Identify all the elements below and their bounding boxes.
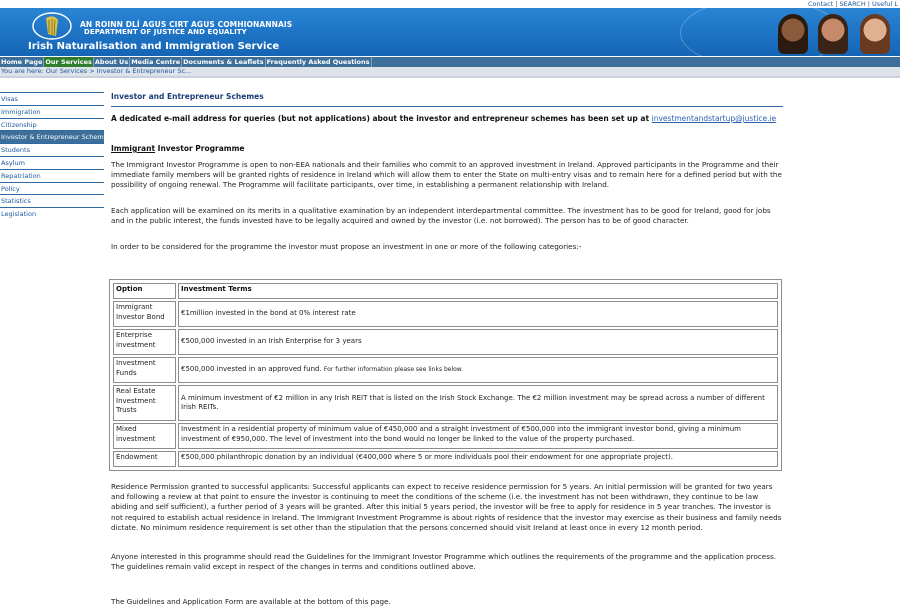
evaluation-paragraph: Each application will be examined on its merits in a qualitative examination by an independent interdepartmental committee. The investment has to be good for Ireland, good for jobs and in the public interest, the funds invested have to be legally acquired and owned by the investor (i.e. not borrowed). The person has to be of good character. [111, 206, 771, 225]
search-link[interactable]: SEARCH [839, 0, 866, 8]
terms-cell [178, 357, 778, 383]
service-title: Irish Naturalisation and Immigration Service [28, 41, 280, 52]
option-cell: Mixed investment [113, 423, 176, 449]
main-content [111, 92, 783, 252]
banner-photos [770, 8, 900, 56]
breadcrumb-path[interactable]: Our Services > Investor & Entrepreneur Sc... [45, 67, 192, 75]
table-row [113, 301, 778, 327]
breadcrumb-prefix: You are here: [1, 67, 44, 75]
table-row [113, 423, 778, 449]
person-photo-2 [818, 14, 848, 54]
option-cell: Immigrant Investor Bond [113, 301, 176, 327]
forms-paragraph: The Guidelines and Application Form are available at the bottom of this page. [111, 597, 391, 607]
sidebar-item-citizenship[interactable]: Citizenship [0, 118, 104, 131]
terms-cell: €500,000 philanthropic donation by an individual (€400,000 where 5 or more individuals pool their endowment for one appropriate project). [178, 451, 778, 467]
investment-table [109, 279, 782, 471]
nav-documents-leaflets[interactable]: Documents & Leaflets [183, 58, 264, 66]
sidebar-item-policy[interactable]: Policy [0, 182, 104, 195]
option-cell: Endowment [113, 451, 176, 467]
table-header-row [113, 283, 778, 299]
site-banner [0, 8, 900, 56]
nav-media-centre[interactable]: Media Centre [131, 58, 181, 66]
person-photo-3 [860, 14, 890, 54]
terms-cell [178, 385, 778, 421]
nav-about-us[interactable]: About Us [94, 58, 129, 66]
terms-cell [178, 301, 778, 327]
terms-cell [178, 329, 778, 355]
table-row [113, 385, 778, 421]
separator: | [867, 0, 870, 8]
lower-content [111, 482, 783, 608]
table-row [113, 451, 778, 467]
nav-home[interactable]: Home Page [1, 58, 43, 66]
guidelines-paragraph: Anyone interested in this programme should read the Guidelines for the Immigrant Investor Programme which outlines the requirements of the programme and the application process. The guidelines remain valid except in respect of the changes in terms and conditions outlined above. [111, 552, 776, 572]
terms-note: For further information please see links below. [323, 366, 464, 374]
table-row [113, 357, 778, 383]
divider [111, 106, 783, 107]
sidebar [0, 92, 112, 220]
department-name-english: DEPARTMENT OF JUSTICE AND EQUALITY [84, 28, 247, 36]
person-photo-1 [778, 14, 808, 54]
sidebar-item-students[interactable]: Students [0, 143, 104, 156]
sidebar-item-legislation[interactable]: Legislation [0, 207, 104, 220]
sidebar-item-asylum[interactable]: Asylum [0, 156, 104, 169]
notice-text: A dedicated e-mail address for queries (but not applications) about the investor and entrepreneur schemes has been set up at [111, 114, 652, 123]
option-cell: Enterprise investment [113, 329, 176, 355]
terms-text: €1million invested in the bond at 0% interest rate [181, 309, 356, 318]
useful-links-link[interactable]: Useful L [871, 0, 898, 8]
section-title-rest: Investor Programme [155, 144, 245, 153]
sidebar-item-statistics[interactable]: Statistics [0, 194, 104, 207]
column-header-option: Option [113, 283, 176, 299]
email-notice [111, 114, 783, 124]
terms-text: €500,000 invested in an approved fund. [181, 365, 322, 374]
section-title-underlined: Immigrant [111, 144, 156, 153]
terms-text: €500,000 invested in an Irish Enterprise for 3 years [181, 337, 362, 346]
residence-paragraph: Residence Permission granted to successful applicants: Successful applicants can expect to receive residence permission for 5 years. An initial permission will be granted for two years and following a review at that point to ensure the investor is continuing to meet the conditions of the scheme (i.e. the investment has not been withdrawn, they continue to be law abiding and self sufficient), a further period of 3 years will be granted. After this initial 5 years period, the investor will be free to apply for residence in 5 year tranches. The investor is not required to establish actual residence in Ireland. The Immigrant Investment Programme is about rights of residence that the investor may exercise as their business and family needs dictate. No minimum residence requirement is set other than the stipulation that the persons concerned should visit Ireland at least once in every 12 month period. [111, 482, 782, 532]
terms-text: A minimum investment of €2 million in any Irish REIT that is listed on the Irish Stock Exchange. The €2 million investment may be spread across a number of different Irish REITs. [181, 393, 765, 411]
table-row [113, 329, 778, 355]
column-header-terms: Investment Terms [178, 283, 778, 299]
divider [0, 76, 900, 78]
option-cell: Real Estate Investment Trusts [113, 385, 176, 421]
department-name-irish: AN ROINN DLÍ AGUS CIRT AGUS COMHIONANNAIS [80, 20, 293, 29]
terms-cell: Investment in a residential property of minimum value of €450,000 and a straight investment of €500,000 into the immigrant investor bond, giving a minimum investment of €950,000. The level of investment into the bond would no longer be linked to the value of the property purchased. [178, 423, 778, 449]
sidebar-item-investor-schemes[interactable]: Investor & Entrepreneur Schemes [0, 130, 104, 143]
option-cell: Investment Funds [113, 357, 176, 383]
sidebar-item-immigration[interactable]: Immigration [0, 105, 104, 118]
harp-logo-icon[interactable] [32, 10, 76, 42]
categories-paragraph: In order to be considered for the programme the investor must propose an investment in one or more of the following categories:- [111, 242, 582, 251]
sidebar-item-repatriation[interactable]: Repatriation [0, 169, 104, 182]
breadcrumb [0, 67, 900, 76]
section-title [111, 144, 783, 154]
main-nav [0, 57, 900, 67]
intro-paragraph: The Immigrant Investor Programme is open to non-EEA nationals and their families who commit to an approved investment in Ireland. Approved participants in the Programme and their immediate family members will be granted rights of residence in Ireland which will allow them to enter the State on multi-entry visas and to remain here for a defined period but with the possibility of ongoing renewal. The Programme will facilitate participants, over time, in establishing a permanent relationship with Ireland. [111, 160, 782, 189]
contact-link[interactable]: Contact [807, 0, 834, 8]
separator: | [835, 0, 838, 8]
email-link[interactable]: investmentandstartup@justice.ie [651, 114, 777, 123]
nav-our-services[interactable]: Our Services [45, 58, 92, 66]
sidebar-item-visas[interactable]: Visas [0, 92, 104, 105]
page-title: Investor and Entrepreneur Schemes [111, 92, 264, 101]
nav-faq[interactable]: Frequently Asked Questions [266, 58, 370, 66]
